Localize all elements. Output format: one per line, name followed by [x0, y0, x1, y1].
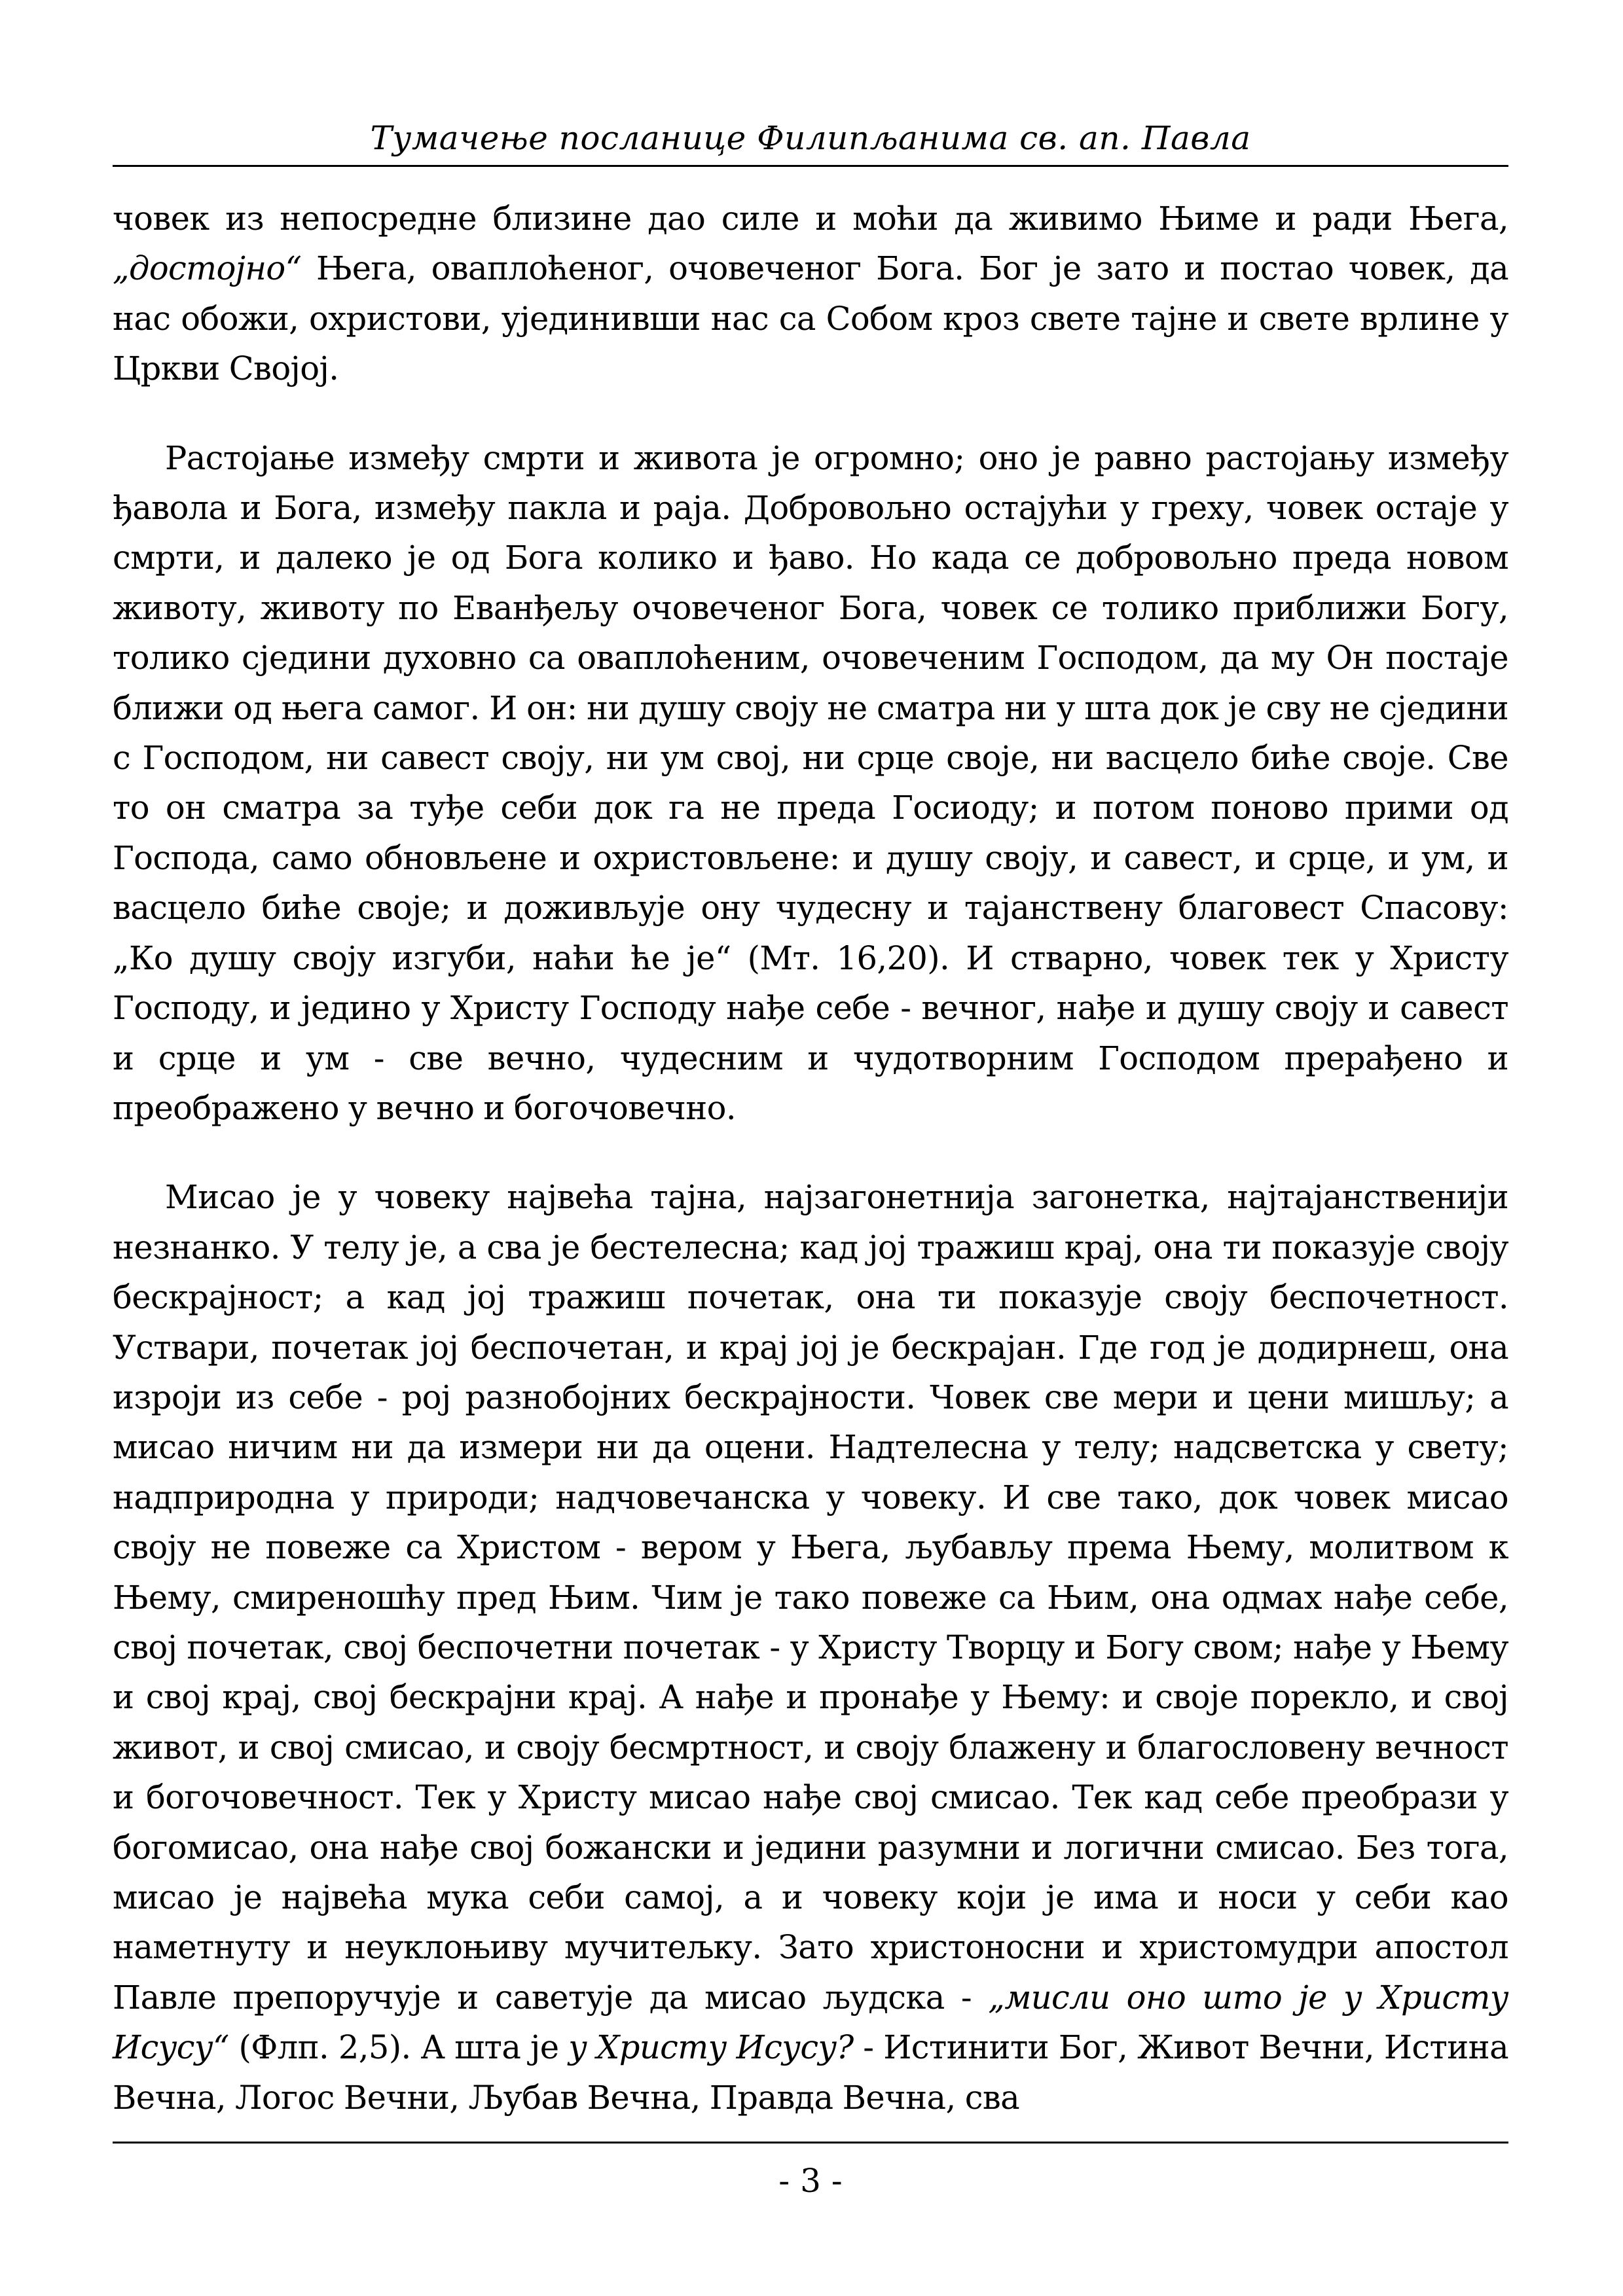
footer-rule [113, 2142, 1508, 2144]
text-run: - Истинити Бог, Живот Вечни, Истина Вечна, Логос Вечни, Љубав Вечна, Правда Вечна, сва [113, 2028, 1508, 2117]
header-rule [113, 165, 1508, 167]
text-run: Њега, оваплоћеног, очовеченог Бога. Бог је зато и постао човек, да нас обожи, охристови, ујединивши нас са Собом кроз свете тајне и свете врлине у Цркви Својој. [113, 249, 1508, 388]
italic-phrase: у Христу Исусу? [568, 2028, 854, 2067]
text-run: (Флп. 2,5). А шта је [228, 2028, 569, 2067]
paragraph-3 [113, 1172, 1508, 2123]
italic-quote: „мисли оно што је у Христу Исусу“ [113, 1978, 1508, 2067]
text-run: Мисао је у човеку највећа тајна, најзагонетнија загонетка, најтајанственији незнанко. У телу је, а сва је бестелесна; кад јој тражиш крај, она ти показује своју бескрајност; а кад јој тражиш почетак, она ти показује своју беспочетност. Уствари, почетак јој беспочетан, и крај јој је бескрајан. Где год је додирнеш, она изроји из себе - рој разнобојних бескрајности. Човек све мери и цени мишљу; а мисао ничим ни да измери ни да оцени. Надтелесна у телу; надсветска у свету; надприродна у природи; надчовечанска у човеку. И све тако, док човек мисао своју не повеже са Христом - вером у Њега, љубављу према Њему, молитвом к Њему, смиреношћу пред Њим. Чим је тако повеже са Њим, она одмах нађе себе, свој почетак, свој беспочетни почетак - у Христу Творцу и Богу свом; нађе у Њему и свој крај, свој бескрајни крај. А нађе и пронађе у Њему: и своје порекло, и свој живот, и свој смисао, и своју бесмртност, и своју блажену и благословену вечност и богочовечност. Тек у Христу мисао нађе свој смисао. Тек кад себе преобрази у богомисао, она нађе свој божански и једини разумни и логични смисао. Без тога, мисао је највећа мука себи самој, а и човеку који је има и носи у себи као наметнуту и неуклоњиву мучитељку. Зато христоносни и христомудри апостол Павле препоручује и саветује да мисао људска - [113, 1178, 1508, 2017]
running-header-title: Тумачење посланице Филипљанима св. ап. Павла [370, 119, 1251, 157]
paragraph-2 [113, 433, 1508, 1134]
text-run: Растојање између смрти и живота је огромно; оно је равно растојању између ђавола и Бога, између пакла и раја. Добровољно остајући у греху, човек остаје у смрти, и далеко је од Бога колико и ђаво. Но када се добровољно преда новом животу, животу по Еванђељу очовеченог Бога, човек се толико приближи Богу, толико сједини духовно са оваплоћеним, очовеченим Господом, да му Он постаје ближи од њега самог. И он: ни душу своју не сматра ни у шта док је сву не сједини с Господом, ни савест своју, ни ум свој, ни срце своје, ни васцело биће своје. Све то он сматра за туђе себи док га не преда Госиоду; и потом поново прими од Господа, само обновљене и охристовљене: и душу своју, и савест, и срце, и ум, и васцело биће своје; и доживљује ону чудесну и тајанствену благовест Спасову: „Ко душу своју изгуби, наћи ће је“ (Мт. 16,20). И стварно, човек тек у Христу Господу, и једино у Христу Господу нађе себе - вечног, нађе и душу своју и савест и срце и ум - све вечно, чудесним и чудотворним Господом прерађено и преображено у вечно и богочовечно. [113, 439, 1508, 1127]
text-run: човек из непосредне близине дао силе и моћи да живимо Њиме и ради Њега, [113, 200, 1508, 238]
paragraph-1 [113, 194, 1508, 394]
body-text [113, 194, 1508, 2123]
page-number: - 3 - [778, 2162, 843, 2200]
italic-quote: „достојно“ [113, 249, 302, 288]
